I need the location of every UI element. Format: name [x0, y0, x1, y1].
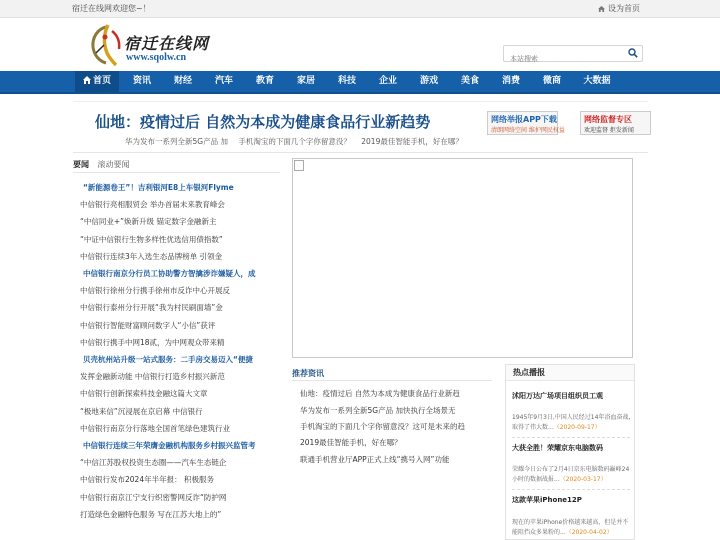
- headline-sublink[interactable]: 手机淘宝的下面几个字你留意没？: [238, 137, 351, 146]
- featured-image[interactable]: [292, 158, 633, 358]
- news-list-item[interactable]: “新能源卷王”！吉利银河E8上车银河Flyme: [83, 183, 234, 192]
- recommend-item[interactable]: 手机淘宝的下面几个字你留意没？这可是未来的趋: [300, 422, 465, 431]
- site-logo[interactable]: [86, 23, 216, 67]
- news-list-item[interactable]: “中信江苏股权投资生态圈——汽车生态链企: [80, 458, 227, 468]
- nav-item-news[interactable]: 资讯: [132, 76, 151, 86]
- search-icon[interactable]: [628, 48, 638, 58]
- logo-dragon-icon: [86, 23, 126, 67]
- headline-sublinks: [125, 136, 471, 147]
- broken-image-icon: [294, 160, 304, 171]
- nav-item-finance[interactable]: 财经: [173, 76, 192, 86]
- headline-sublink[interactable]: 2019最佳智能手机，好在哪？: [361, 137, 463, 146]
- nav-item-wechat-business[interactable]: 微商: [542, 76, 561, 86]
- recommend-section: [292, 368, 492, 464]
- top-bar: [0, 0, 720, 18]
- report-app-title: 网络举报APP下载: [491, 115, 557, 124]
- hot-news-date: （2020-03-17）: [559, 476, 607, 483]
- search-input[interactable]: [504, 52, 622, 67]
- news-list-item[interactable]: 打造绿色金融特色服务 写在江苏大地上的”: [80, 509, 222, 519]
- nav-item-auto[interactable]: 汽车: [214, 76, 233, 86]
- recommend-item[interactable]: 联通手机营业厅APP正式上线“携号入网”功能: [300, 455, 450, 464]
- hot-news-item-desc: [512, 465, 632, 485]
- news-list-column: [73, 157, 280, 519]
- hot-news-item-title[interactable]: 这款苹果iPhone12P: [512, 496, 582, 504]
- site-header: [0, 18, 720, 70]
- news-list-item[interactable]: 发挥金融新动能 中信银行打造乡村振兴新范: [80, 372, 225, 382]
- set-homepage-label: 设为首页: [608, 4, 640, 13]
- home-icon: [598, 6, 605, 12]
- hot-news-desc-text: 荣耀今日公布了2月4日京东电脑数码巅峰24小时的数据战报...: [512, 466, 630, 483]
- divider: [512, 437, 630, 438]
- news-list-item[interactable]: 贝壳杭州站升级一站式服务：二手房交易迈入“便捷: [83, 355, 253, 364]
- hot-news-item-title[interactable]: 大获全胜！荣耀京东电脑数码: [512, 444, 603, 452]
- hot-news-date: （2020-09-17）: [553, 424, 601, 431]
- news-list-item[interactable]: “中信同业+”焕新升级 锚定数字金融新主: [80, 217, 217, 227]
- divider: [512, 489, 630, 490]
- hot-news-panel: [505, 364, 635, 540]
- recommend-title: 推荐资讯: [292, 368, 492, 381]
- nav-item-big-data[interactable]: 大数据: [583, 76, 611, 86]
- nav-item-education[interactable]: 教育: [255, 76, 274, 86]
- tab-rolling-news[interactable]: 滚动要闻: [97, 160, 130, 169]
- monitor-zone-title: 网络监督专区: [584, 115, 632, 124]
- headline-section: [73, 101, 648, 153]
- recommend-item[interactable]: 华为发布一系列全新5G产品 加快执行全场景无: [300, 406, 456, 415]
- nav-item-food[interactable]: 美食: [460, 76, 479, 86]
- nav-item-label: 首页: [92, 76, 111, 86]
- news-list-tabs: [73, 157, 280, 173]
- site-search: [503, 45, 643, 62]
- news-list-item[interactable]: 中信银行创新探索科技金融这篇大文章: [80, 389, 208, 399]
- hot-news-desc-text: 1945年9月3日,中国人民经过14年浴血奋战,取得了伟大数...: [512, 414, 631, 431]
- hot-news-item-desc: [512, 413, 632, 433]
- hot-news-title: 热点播报: [506, 365, 634, 381]
- report-app-banner[interactable]: [487, 111, 565, 135]
- home-icon: [83, 76, 91, 84]
- hot-news-desc-text: 现在的苹果iPhone价格越来越高，但是并不能阻挡众多果粉的...: [512, 519, 629, 536]
- news-list-item[interactable]: 中信银行智能财富顾问数字人“小信”获评: [80, 320, 216, 330]
- headline-title[interactable]: 仙地：疫情过后 自然为本成为健康食品行业新趋势: [95, 113, 431, 131]
- nav-item-tech[interactable]: 科技: [337, 76, 356, 86]
- news-list-item[interactable]: 中信银行徐州分行携手徐州市反诈中心开展反: [80, 286, 230, 296]
- news-list-item[interactable]: 中信银行携手中网18贰，为中网观众带来精: [80, 337, 225, 347]
- report-app-subtitle: 清朗网络空间 维护网民权益: [491, 127, 565, 134]
- monitor-zone-subtitle: 欢迎监督 拒发新闻: [584, 127, 634, 134]
- news-list-item[interactable]: 中信银行亮相服贸会 举办首届未来教育峰会: [80, 200, 225, 210]
- nav-item-consumer[interactable]: 消费: [501, 76, 520, 86]
- news-list-item[interactable]: 中信银行发布2024年半年报： 积极服务: [80, 475, 214, 485]
- set-homepage-link[interactable]: [598, 0, 640, 18]
- nav-item-games[interactable]: 游戏: [419, 76, 438, 86]
- news-list-item[interactable]: “中证中信银行生物多样性优选信用债指数”: [80, 234, 223, 244]
- logo-chinese-text: 宿迁在线网: [124, 34, 210, 53]
- nav-item-home[interactable]: [75, 71, 119, 92]
- tab-top-news[interactable]: 要闻: [73, 160, 89, 169]
- news-list-item[interactable]: 中信银行连续三年荣膺金融机构服务乡村振兴监管考: [83, 441, 256, 450]
- news-list-item[interactable]: “极地来信”沉浸展在京启幕 中信银行: [80, 406, 203, 416]
- main-nav: [0, 71, 720, 94]
- news-list-item[interactable]: 中信银行南京分行员工协助警方智擒涉诈嫌疑人，成: [83, 269, 256, 278]
- nav-item-home-furnishing[interactable]: 家居: [296, 76, 315, 86]
- welcome-text: 宿迁在线网欢迎您~！: [72, 4, 151, 13]
- recommend-item[interactable]: 仙地：疫情过后 自然为本成为健康食品行业新趋: [300, 389, 460, 398]
- hot-news-item-title[interactable]: 沭阳万达广场项目组织员工观: [512, 392, 603, 400]
- news-list-item[interactable]: 中信银行南京分行落地全国首笔绿色建筑行业: [80, 423, 230, 433]
- logo-url-text: www.sqolw.cn: [126, 52, 187, 63]
- monitor-zone-banner[interactable]: [580, 111, 651, 135]
- recommend-item[interactable]: 2019最佳智能手机，好在哪？: [300, 438, 402, 447]
- hot-news-date: （2020-04-02）: [565, 529, 613, 536]
- hot-news-item-desc: [512, 518, 632, 538]
- nav-item-enterprise[interactable]: 企业: [378, 76, 397, 86]
- headline-sublink[interactable]: 华为发布一系列全新5G产品 加: [125, 137, 228, 146]
- news-list-item[interactable]: 中信银行南京江宁支行织密警网反诈“防护网: [80, 492, 227, 502]
- news-list-item[interactable]: 中信银行连续3年入选生态品牌榜单 引领金: [80, 251, 223, 261]
- news-list-item[interactable]: 中信银行泰州分行开展“我为村民刷面墙”金: [80, 303, 223, 313]
